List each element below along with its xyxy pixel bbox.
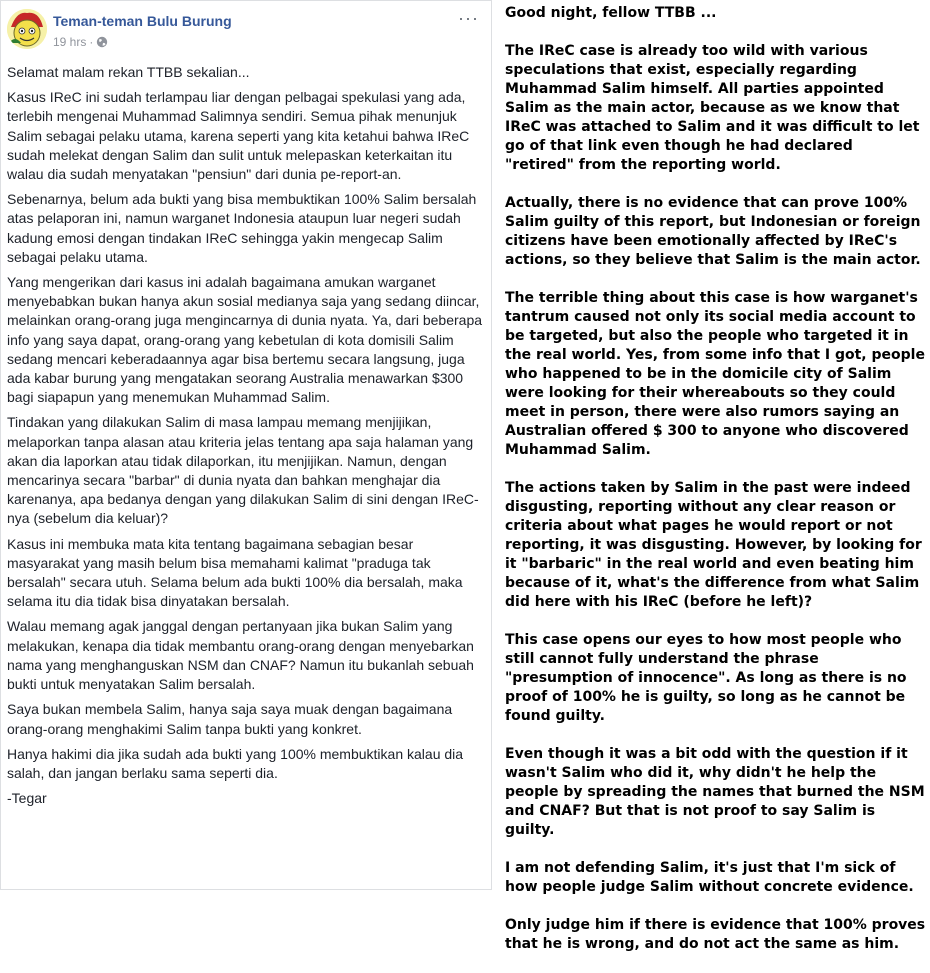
translation-text [505,4,926,973]
post-meta [53,35,108,51]
globe-icon[interactable] [96,36,108,51]
post-paragraph: Tindakan yang dilakukan Salim di masa lampau memang menjijikan, melaporkan tanpa alasan atau kriteria jelas tentang apa saja halaman yang akan dia laporkan atau tidak dilaporkan, itu menjijikan. Namun, dengan mencarinya secara "barbar" di dunia nyata dan bahkan menghajar dia karenanya, apa bedanya dengan yang dilakukan Salim di sini dengan IReC-nya (sebelum dia keluar)? [7,414,479,527]
facebook-post [0,0,492,890]
post-paragraph: Walau memang agak janggal dengan pertanyaan jika bukan Salim yang melakukan, kenapa dia tidak membantu orang-orang dengan menyebarkan nama yang menghanguskan NSM dan CNAF? Namun itu bukanlah sebuah bukti untuk menyatakan Salim bersalah. [7,618,474,693]
meta-separator: · [89,35,94,49]
post-paragraph: Sebenarnya, belum ada bukti yang bisa membuktikan 100% Salim bersalah atas pelaporan ini, namun warganet Indonesia ataupun luar negeri sudah kadung emosi dengan tindakan IReC sehingga yakin mengecap Salim sebagai pelaku utama. [7,191,477,265]
translation-paragraph: The terrible thing about this case is how warganet's tantrum caused not only its social media account to be targeted, but also the people who targeted it in the real world. Yes, from some info that I got, people who happened to be in the domicile city of Salim were looking for their whereabouts so they could meet in person, there were also rumors saying an Australian offered $ 300 to anyone who discovered Muhammad Salim. [505,290,925,458]
translation-paragraph: This case opens our eyes to how most people who still cannot fully understand the phrase "presumption of innocence". As long as there is no proof of 100% he is guilty, so long as he cannot be found guilty. [505,632,907,724]
post-timestamp[interactable]: 19 hrs [53,35,87,49]
translation-paragraph: The IReC case is already too wild with various speculations that exist, especially regarding Muhammad Salim himself. All parties appointed Salim as the main actor, because as we know that IReC was attached to Salim and it was difficult to let go of that link even though he had declared "retired" from the reporting world. [505,43,920,173]
cartoon-avatar-icon [7,9,47,49]
post-paragraph: Selamat malam rekan TTBB sekalian... [7,64,250,80]
translation-paragraph: I am not defending Salim, it's just that I'm sick of how people judge Salim without concrete evidence. [505,860,914,895]
translation-paragraph: Good night, fellow TTBB ... [505,5,717,21]
post-paragraph: Saya bukan membela Salim, hanya saja saya muak dengan bagaimana orang-orang menghakimi Salim tanpa bukti yang konkret. [7,701,453,737]
post-paragraph: Hanya hakimi dia jika sudah ada bukti yang 100% membuktikan kalau dia salah, dan jangan berlaku sama seperti dia. [7,745,464,781]
translation-paragraph: Actually, there is no evidence that can prove 100% Salim guilty of this report, but Indonesian or foreign citizens have been emotionally affected by IReC's actions, so they believe that Salim is the main actor. [505,195,921,268]
post-paragraph: Kasus IReC ini sudah terlampau liar dengan pelbagai spekulasi yang ada, terlebih mengenai Muhammad Salimnya sendiri. Semua pihak menunjuk Salim sebagai pelaku utama, karena seperti yang kita ketahui bahwa IReC sudah melekat dengan Salim dan sulit untuk melepaskan keterkaitan itu walau dia sudah menyatakan "pensiun" dari dunia pe-report-an. [7,89,470,183]
translation-paragraph: Only judge him if there is evidence that 100% proves that he is wrong, and do not act the same as him. [505,917,926,952]
ellipsis-icon[interactable]: ··· [458,8,479,28]
page-name-link[interactable]: Teman-teman Bulu Burung [53,13,232,29]
post-paragraph: Yang mengerikan dari kasus ini adalah bagaimana amukan warganet menyebabkan bukan hanya akun sosial medianya saja yang sedang diincar, melainkan orang-orang juga mengincarnya di dunia nyata. Ya, dari beberapa info yang saya dapat, orang-orang yang kebetulan di kota domisili Salim sedang mencari keberadaannya agar bisa bertemu secara langsung, juga ada kabar burung yang mengatakan seorang Australia menawarkan $300 bagi siapapun yang menemukan Muhammad Salim. [7,274,483,406]
post-signature: -Tegar [7,790,47,807]
translation-paragraph: Even though it was a bit odd with the question if it wasn't Salim who did it, why didn't he help the people by spreading the names that burned the NSM and CNAF? But that is not proof to say Salim is guilty. [505,746,925,838]
translation-paragraph: The actions taken by Salim in the past were indeed disgusting, reporting without any clear reason or criteria about what pages he would report or not reporting, it was disgusting. However, by looking for it "barbaric" in the real world and even beating him because of it, what's the difference from what Salim did here with his IReC (before he left)? [505,480,922,610]
post-body [7,63,483,814]
post-paragraph: Kasus ini membuka mata kita tentang bagaimana sebagian besar masyarakat yang masih belum bisa memahami kalimat "praduga tak bersalah" secara utuh. Selama belum ada bukti 100% dia bersalah, maka selama itu dia tidak bisa dinyatakan bersalah. [7,535,463,610]
page-avatar[interactable] [7,9,47,49]
